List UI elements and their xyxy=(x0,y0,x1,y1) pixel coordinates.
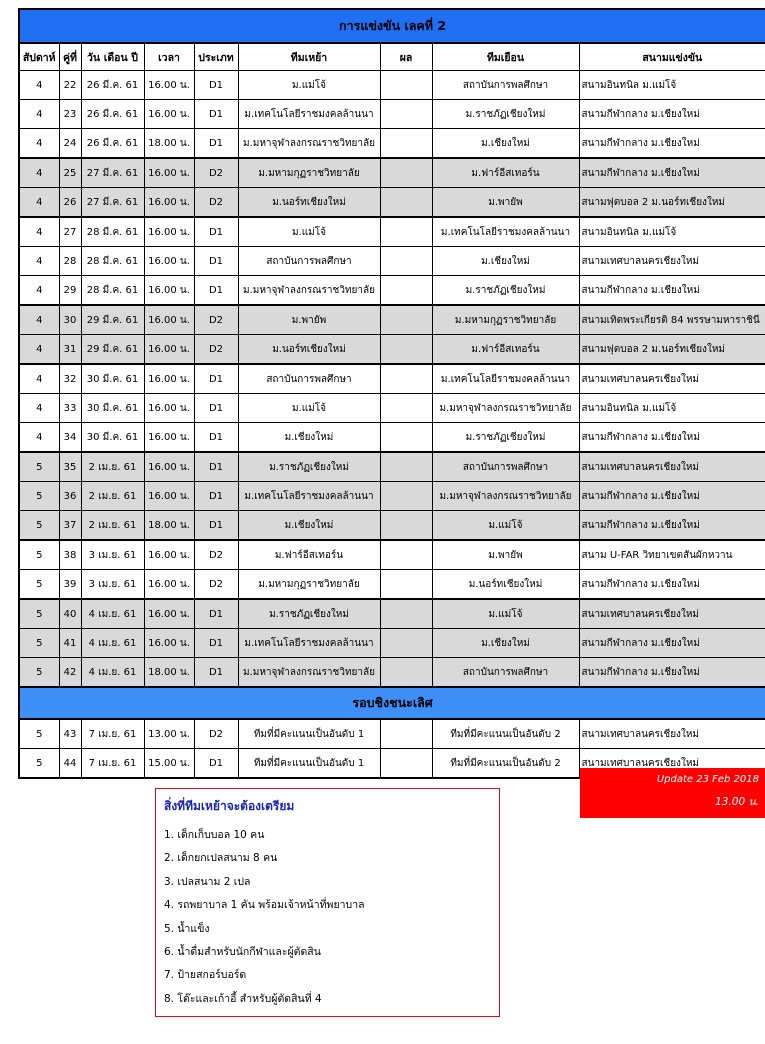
cell-type: D1 xyxy=(194,247,238,276)
cell-match-no: 29 xyxy=(59,276,81,306)
cell-away-team: ทีมที่มีคะแนนเป็นอันดับ 2 xyxy=(432,749,579,779)
cell-venue: สนามอินทนิล ม.แม่โจ้ xyxy=(579,394,765,423)
cell-week: 5 xyxy=(19,719,59,749)
cell-match-no: 30 xyxy=(59,305,81,335)
cell-match-no: 24 xyxy=(59,129,81,159)
cell-result xyxy=(380,305,432,335)
cell-venue: สนามเทศบาลนครเชียงใหม่ xyxy=(579,452,765,482)
cell-home-team: ม.ราชภัฏเชียงใหม่ xyxy=(238,599,380,629)
cell-away-team: ม.ราชภัฏเชียงใหม่ xyxy=(432,276,579,306)
cell-type: D1 xyxy=(194,129,238,159)
final-title: รอบชิงชนะเลิศ xyxy=(19,687,765,719)
cell-time: 18.00 น. xyxy=(144,129,194,159)
cell-date: 26 มี.ค. 61 xyxy=(81,100,144,129)
schedule-sheet xyxy=(18,8,765,779)
col-header-away: ทีมเยือน xyxy=(432,43,579,71)
cell-match-no: 36 xyxy=(59,482,81,511)
cell-home-team: ม.แม่โจ้ xyxy=(238,394,380,423)
match-row xyxy=(19,482,765,511)
cell-venue: สนามกีฬากลาง ม.เชียงใหม่ xyxy=(579,423,765,453)
cell-home-team: ม.มหามกุฏราชวิทยาลัย xyxy=(238,158,380,188)
col-header-week: สัปดาห์ xyxy=(19,43,59,71)
match-row xyxy=(19,364,765,394)
cell-venue: สนามเทศบาลนครเชียงใหม่ xyxy=(579,749,765,779)
col-header-match-no: คู่ที่ xyxy=(59,43,81,71)
cell-date: 7 เม.ย. 61 xyxy=(81,749,144,779)
cell-match-no: 28 xyxy=(59,247,81,276)
cell-date: 27 มี.ค. 61 xyxy=(81,188,144,218)
checklist-item: 6. น้ำดื่มสำหรับนักกีฬาและผู้ตัดสิน xyxy=(164,945,321,958)
home-team-checklist xyxy=(155,788,500,1017)
cell-match-no: 42 xyxy=(59,658,81,688)
match-row xyxy=(19,658,765,688)
cell-week: 4 xyxy=(19,71,59,100)
cell-result xyxy=(380,629,432,658)
cell-venue: สนามกีฬากลาง ม.เชียงใหม่ xyxy=(579,100,765,129)
cell-result xyxy=(380,71,432,100)
cell-home-team: ม.เชียงใหม่ xyxy=(238,511,380,541)
cell-home-team: ทีมที่มีคะแนนเป็นอันดับ 1 xyxy=(238,749,380,779)
cell-away-team: ม.มหาจุฬาลงกรณราชวิทยาลัย xyxy=(432,394,579,423)
page-title: การแข่งขัน เลคที่ 2 xyxy=(19,9,765,43)
cell-result xyxy=(380,188,432,218)
cell-away-team: ม.มหามกุฏราชวิทยาลัย xyxy=(432,305,579,335)
checklist-item: 3. เปลสนาม 2 เปล xyxy=(164,875,251,888)
cell-date: 28 มี.ค. 61 xyxy=(81,276,144,306)
cell-venue: สนามฟุตบอล 2 ม.นอร์ทเชียงใหม่ xyxy=(579,335,765,365)
cell-result xyxy=(380,570,432,600)
cell-time: 16.00 น. xyxy=(144,158,194,188)
cell-time: 16.00 น. xyxy=(144,100,194,129)
cell-away-team: สถาบันการพลศึกษา xyxy=(432,71,579,100)
match-row xyxy=(19,247,765,276)
cell-week: 4 xyxy=(19,100,59,129)
match-row xyxy=(19,158,765,188)
cell-type: D1 xyxy=(194,71,238,100)
cell-date: 2 เม.ย. 61 xyxy=(81,482,144,511)
match-row xyxy=(19,335,765,365)
cell-week: 4 xyxy=(19,276,59,306)
cell-week: 5 xyxy=(19,658,59,688)
cell-away-team: ม.ราชภัฏเชียงใหม่ xyxy=(432,100,579,129)
cell-result xyxy=(380,482,432,511)
col-header-home: ทีมเหย้า xyxy=(238,43,380,71)
cell-match-no: 22 xyxy=(59,71,81,100)
cell-venue: สนามฟุตบอล 2 ม.นอร์ทเชียงใหม่ xyxy=(579,188,765,218)
match-row xyxy=(19,423,765,453)
cell-time: 16.00 น. xyxy=(144,71,194,100)
cell-result xyxy=(380,158,432,188)
header-row xyxy=(19,43,765,71)
match-row xyxy=(19,276,765,306)
cell-type: D1 xyxy=(194,511,238,541)
cell-venue: สนามกีฬากลาง ม.เชียงใหม่ xyxy=(579,511,765,541)
cell-home-team: สถาบันการพลศึกษา xyxy=(238,364,380,394)
cell-home-team: ม.แม่โจ้ xyxy=(238,217,380,247)
cell-time: 16.00 น. xyxy=(144,570,194,600)
match-row xyxy=(19,129,765,159)
cell-away-team: สถาบันการพลศึกษา xyxy=(432,658,579,688)
cell-result xyxy=(380,129,432,159)
cell-type: D1 xyxy=(194,276,238,306)
cell-date: 29 มี.ค. 61 xyxy=(81,305,144,335)
cell-type: D1 xyxy=(194,100,238,129)
cell-week: 5 xyxy=(19,482,59,511)
cell-result xyxy=(380,247,432,276)
checklist-items xyxy=(164,824,499,1011)
checklist-item: 1. เด็กเก็บบอล 10 คน xyxy=(164,829,265,841)
checklist-item: 7. ป้ายสกอร์บอร์ด xyxy=(164,969,247,982)
cell-result xyxy=(380,511,432,541)
cell-date: 26 มี.ค. 61 xyxy=(81,71,144,100)
cell-home-team: ม.มหามกุฏราชวิทยาลัย xyxy=(238,570,380,600)
cell-home-team: ม.แม่โจ้ xyxy=(238,71,380,100)
cell-venue: สนามกีฬากลาง ม.เชียงใหม่ xyxy=(579,158,765,188)
title-row xyxy=(19,9,765,43)
cell-date: 28 มี.ค. 61 xyxy=(81,247,144,276)
cell-away-team: ทีมที่มีคะแนนเป็นอันดับ 2 xyxy=(432,719,579,749)
cell-home-team: ม.ราชภัฏเชียงใหม่ xyxy=(238,452,380,482)
cell-time: 16.00 น. xyxy=(144,599,194,629)
cell-venue: สนามกีฬากลาง ม.เชียงใหม่ xyxy=(579,570,765,600)
cell-home-team: ม.มหาจุฬาลงกรณราชวิทยาลัย xyxy=(238,276,380,306)
cell-date: 4 เม.ย. 61 xyxy=(81,629,144,658)
cell-type: D1 xyxy=(194,452,238,482)
match-row xyxy=(19,570,765,600)
cell-date: 30 มี.ค. 61 xyxy=(81,394,144,423)
cell-result xyxy=(380,217,432,247)
cell-away-team: ม.เทคโนโลยีราชมงคลล้านนา xyxy=(432,217,579,247)
checklist-title: สิ่งที่ทีมเหย้าจะต้องเตรียม xyxy=(164,799,295,813)
match-row xyxy=(19,511,765,541)
cell-venue: สนามเทศบาลนครเชียงใหม่ xyxy=(579,247,765,276)
final-match-row xyxy=(19,719,765,749)
cell-away-team: ม.เชียงใหม่ xyxy=(432,129,579,159)
cell-type: D1 xyxy=(194,629,238,658)
cell-type: D1 xyxy=(194,599,238,629)
cell-date: 2 เม.ย. 61 xyxy=(81,452,144,482)
cell-venue: สนามเทศบาลนครเชียงใหม่ xyxy=(579,599,765,629)
cell-result xyxy=(380,394,432,423)
col-header-date: วัน เดือน ปี xyxy=(81,43,144,71)
cell-away-team: ม.เชียงใหม่ xyxy=(432,247,579,276)
cell-venue: สนามอินทนิล ม.แม่โจ้ xyxy=(579,217,765,247)
cell-week: 5 xyxy=(19,511,59,541)
cell-time: 16.00 น. xyxy=(144,335,194,365)
cell-week: 4 xyxy=(19,129,59,159)
cell-time: 16.00 น. xyxy=(144,305,194,335)
cell-venue: สนามกีฬากลาง ม.เชียงใหม่ xyxy=(579,482,765,511)
cell-week: 4 xyxy=(19,188,59,218)
cell-time: 16.00 น. xyxy=(144,364,194,394)
cell-venue: สนามเทิดพระเกียรติ 84 พรรษามหาราชินี xyxy=(579,305,765,335)
cell-match-no: 35 xyxy=(59,452,81,482)
cell-type: D2 xyxy=(194,305,238,335)
cell-away-team: ม.แม่โจ้ xyxy=(432,599,579,629)
cell-home-team: ม.มหาจุฬาลงกรณราชวิทยาลัย xyxy=(238,658,380,688)
cell-match-no: 25 xyxy=(59,158,81,188)
cell-away-team: ม.พายัพ xyxy=(432,188,579,218)
cell-away-team: ม.ฟาร์อีสเทอร์น xyxy=(432,158,579,188)
cell-result xyxy=(380,276,432,306)
col-header-venue: สนามแข่งขัน xyxy=(579,43,765,71)
cell-result xyxy=(380,335,432,365)
cell-away-team: ม.เชียงใหม่ xyxy=(432,629,579,658)
cell-match-no: 32 xyxy=(59,364,81,394)
cell-time: 16.00 น. xyxy=(144,394,194,423)
cell-time: 16.00 น. xyxy=(144,452,194,482)
checklist-item: 8. โต๊ะและเก้าอี้ สำหรับผู้ตัดสินที่ 4 xyxy=(164,992,322,1005)
col-header-type: ประเภท xyxy=(194,43,238,71)
cell-match-no: 33 xyxy=(59,394,81,423)
schedule-table xyxy=(18,8,765,779)
match-row xyxy=(19,217,765,247)
cell-type: D1 xyxy=(194,658,238,688)
cell-time: 18.00 น. xyxy=(144,511,194,541)
match-row xyxy=(19,629,765,658)
cell-week: 5 xyxy=(19,599,59,629)
cell-result xyxy=(380,540,432,570)
matches-body xyxy=(19,71,765,688)
cell-result xyxy=(380,719,432,749)
cell-date: 3 เม.ย. 61 xyxy=(81,540,144,570)
cell-week: 4 xyxy=(19,305,59,335)
cell-date: 27 มี.ค. 61 xyxy=(81,158,144,188)
cell-week: 4 xyxy=(19,423,59,453)
cell-match-no: 38 xyxy=(59,540,81,570)
cell-time: 16.00 น. xyxy=(144,188,194,218)
cell-time: 16.00 น. xyxy=(144,276,194,306)
cell-week: 4 xyxy=(19,217,59,247)
cell-match-no: 43 xyxy=(59,719,81,749)
cell-type: D2 xyxy=(194,540,238,570)
cell-type: D1 xyxy=(194,217,238,247)
update-time: 13.00 น. xyxy=(715,796,759,808)
cell-time: 16.00 น. xyxy=(144,482,194,511)
cell-home-team: สถาบันการพลศึกษา xyxy=(238,247,380,276)
cell-type: D1 xyxy=(194,364,238,394)
cell-week: 5 xyxy=(19,452,59,482)
cell-home-team: ม.ฟาร์อีสเทอร์น xyxy=(238,540,380,570)
cell-date: 4 เม.ย. 61 xyxy=(81,658,144,688)
cell-type: D2 xyxy=(194,158,238,188)
cell-type: D1 xyxy=(194,394,238,423)
cell-week: 5 xyxy=(19,749,59,779)
cell-match-no: 41 xyxy=(59,629,81,658)
match-row xyxy=(19,599,765,629)
cell-time: 16.00 น. xyxy=(144,540,194,570)
cell-type: D2 xyxy=(194,188,238,218)
cell-result xyxy=(380,452,432,482)
cell-result xyxy=(380,658,432,688)
cell-venue: สนามกีฬากลาง ม.เชียงใหม่ xyxy=(579,276,765,306)
cell-home-team: ม.มหาจุฬาลงกรณราชวิทยาลัย xyxy=(238,129,380,159)
cell-week: 5 xyxy=(19,570,59,600)
cell-match-no: 27 xyxy=(59,217,81,247)
col-header-time: เวลา xyxy=(144,43,194,71)
cell-match-no: 44 xyxy=(59,749,81,779)
checklist-item: 2. เด็กยกเปลสนาม 8 คน xyxy=(164,852,278,865)
cell-date: 28 มี.ค. 61 xyxy=(81,217,144,247)
cell-match-no: 26 xyxy=(59,188,81,218)
cell-match-no: 34 xyxy=(59,423,81,453)
cell-type: D2 xyxy=(194,335,238,365)
cell-away-team: ม.นอร์ทเชียงใหม่ xyxy=(432,570,579,600)
cell-week: 5 xyxy=(19,629,59,658)
cell-type: D2 xyxy=(194,719,238,749)
cell-venue: สนามเทศบาลนครเชียงใหม่ xyxy=(579,364,765,394)
cell-away-team: ม.ฟาร์อีสเทอร์น xyxy=(432,335,579,365)
match-row xyxy=(19,394,765,423)
cell-time: 16.00 น. xyxy=(144,629,194,658)
cell-away-team: สถาบันการพลศึกษา xyxy=(432,452,579,482)
cell-home-team: ม.เชียงใหม่ xyxy=(238,423,380,453)
cell-venue: สนามกีฬากลาง ม.เชียงใหม่ xyxy=(579,129,765,159)
cell-week: 5 xyxy=(19,540,59,570)
cell-venue: สนามกีฬากลาง ม.เชียงใหม่ xyxy=(579,629,765,658)
cell-time: 16.00 น. xyxy=(144,423,194,453)
cell-away-team: ม.แม่โจ้ xyxy=(432,511,579,541)
cell-type: D1 xyxy=(194,423,238,453)
cell-home-team: ม.เทคโนโลยีราชมงคลล้านนา xyxy=(238,629,380,658)
cell-week: 4 xyxy=(19,335,59,365)
cell-venue: สนามกีฬากลาง ม.เชียงใหม่ xyxy=(579,658,765,688)
cell-result xyxy=(380,100,432,129)
cell-time: 16.00 น. xyxy=(144,217,194,247)
cell-week: 4 xyxy=(19,394,59,423)
cell-home-team: ม.เทคโนโลยีราชมงคลล้านนา xyxy=(238,100,380,129)
cell-date: 29 มี.ค. 61 xyxy=(81,335,144,365)
cell-week: 4 xyxy=(19,364,59,394)
cell-match-no: 39 xyxy=(59,570,81,600)
cell-venue: สนาม U-FAR วิทยาเขตสันผักหวาน xyxy=(579,540,765,570)
cell-venue: สนามอินทนิล ม.แม่โจ้ xyxy=(579,71,765,100)
cell-time: 13.00 น. xyxy=(144,719,194,749)
cell-match-no: 40 xyxy=(59,599,81,629)
cell-date: 7 เม.ย. 61 xyxy=(81,719,144,749)
cell-away-team: ม.พายัพ xyxy=(432,540,579,570)
cell-venue: สนามเทศบาลนครเชียงใหม่ xyxy=(579,719,765,749)
match-row xyxy=(19,100,765,129)
cell-type: D2 xyxy=(194,570,238,600)
checklist-item: 5. น้ำแข็ง xyxy=(164,922,210,935)
cell-date: 30 มี.ค. 61 xyxy=(81,423,144,453)
cell-date: 26 มี.ค. 61 xyxy=(81,129,144,159)
cell-home-team: ทีมที่มีคะแนนเป็นอันดับ 1 xyxy=(238,719,380,749)
cell-date: 4 เม.ย. 61 xyxy=(81,599,144,629)
cell-match-no: 23 xyxy=(59,100,81,129)
cell-time: 16.00 น. xyxy=(144,247,194,276)
col-header-result: ผล xyxy=(380,43,432,71)
cell-type: D1 xyxy=(194,482,238,511)
cell-result xyxy=(380,599,432,629)
cell-home-team: ม.นอร์ทเชียงใหม่ xyxy=(238,335,380,365)
update-date: Update 23 Feb 2018 xyxy=(656,774,759,785)
match-row xyxy=(19,188,765,218)
match-row xyxy=(19,452,765,482)
cell-date: 2 เม.ย. 61 xyxy=(81,511,144,541)
cell-time: 15.00 น. xyxy=(144,749,194,779)
cell-date: 3 เม.ย. 61 xyxy=(81,570,144,600)
match-row xyxy=(19,71,765,100)
cell-home-team: ม.เทคโนโลยีราชมงคลล้านนา xyxy=(238,482,380,511)
final-title-row xyxy=(19,687,765,719)
cell-match-no: 31 xyxy=(59,335,81,365)
cell-away-team: ม.ราชภัฏเชียงใหม่ xyxy=(432,423,579,453)
cell-date: 30 มี.ค. 61 xyxy=(81,364,144,394)
cell-week: 4 xyxy=(19,158,59,188)
checklist-item: 4. รถพยาบาล 1 คัน พร้อมเจ้าหน้าที่พยาบาล xyxy=(164,899,365,912)
cell-away-team: ม.มหาจุฬาลงกรณราชวิทยาลัย xyxy=(432,482,579,511)
cell-home-team: ม.นอร์ทเชียงใหม่ xyxy=(238,188,380,218)
cell-type: D1 xyxy=(194,749,238,779)
cell-match-no: 37 xyxy=(59,511,81,541)
cell-week: 4 xyxy=(19,247,59,276)
cell-away-team: ม.เทคโนโลยีราชมงคลล้านนา xyxy=(432,364,579,394)
cell-result xyxy=(380,423,432,453)
cell-result xyxy=(380,749,432,779)
cell-home-team: ม.พายัพ xyxy=(238,305,380,335)
match-row xyxy=(19,305,765,335)
update-badge xyxy=(580,768,765,818)
cell-result xyxy=(380,364,432,394)
match-row xyxy=(19,540,765,570)
cell-time: 18.00 น. xyxy=(144,658,194,688)
